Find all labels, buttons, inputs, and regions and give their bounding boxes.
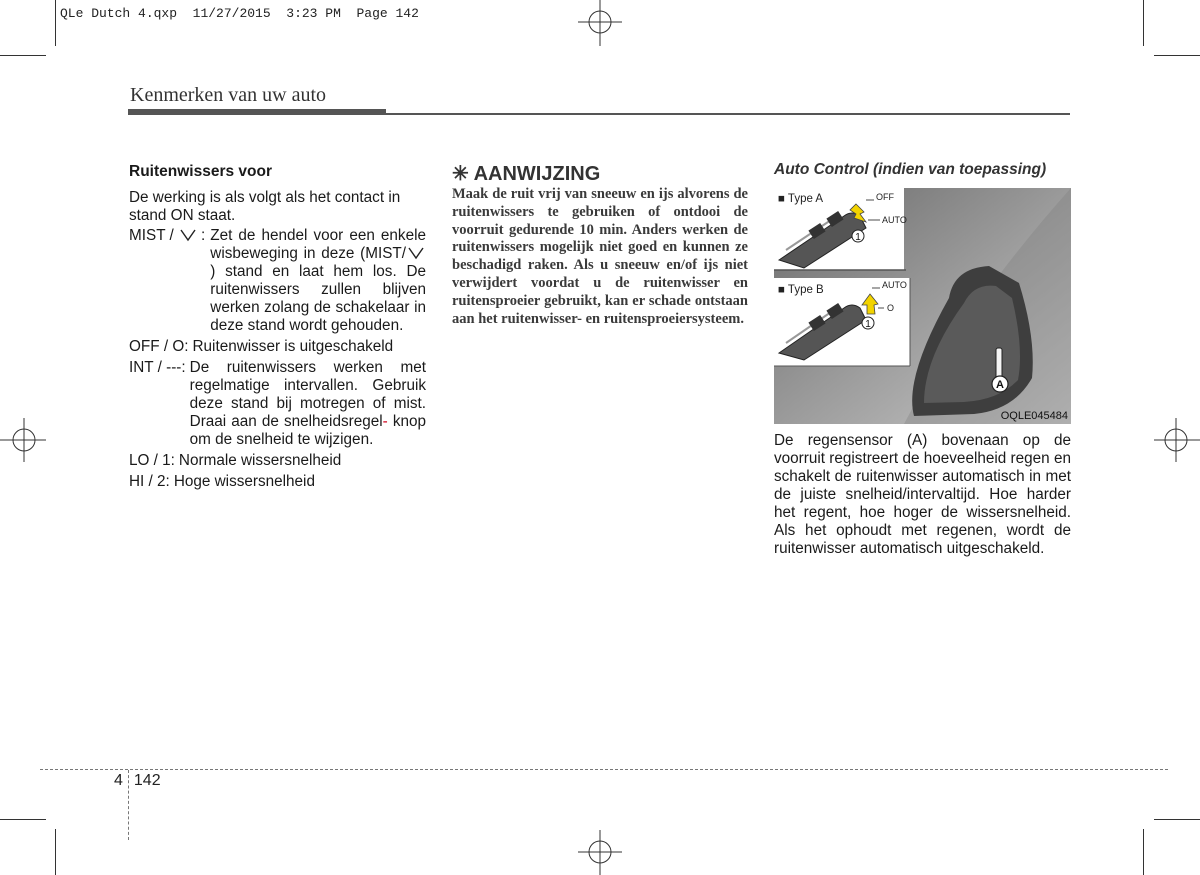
registration-mark-right — [1154, 410, 1200, 470]
crop-mark — [55, 0, 56, 46]
o-label-b: O — [887, 303, 895, 313]
crop-mark — [1143, 829, 1144, 875]
wiper-position-mist — [129, 227, 426, 335]
note-title — [452, 161, 600, 186]
page-number — [114, 772, 161, 790]
int-desc — [190, 359, 426, 449]
crop-mark — [55, 829, 56, 875]
off-label-a: OFF — [876, 192, 894, 202]
registration-mark-top — [570, 0, 630, 46]
mist-desc — [210, 227, 426, 335]
callout-1-b: 1 — [865, 319, 871, 330]
chapter-number: 4 — [114, 772, 123, 789]
wipers-heading: Ruitenwissers voor — [129, 163, 272, 180]
crop-mark — [0, 55, 46, 56]
crop-mark — [1154, 55, 1200, 56]
auto-label-a: AUTO — [882, 215, 907, 225]
page-number-value: 142 — [133, 772, 161, 789]
lo-desc: Normale wissersnelheid — [178, 452, 342, 469]
crop-mark — [0, 819, 46, 820]
lo-term: LO / 1: — [129, 452, 175, 469]
chevron-down-icon — [178, 228, 198, 242]
type-a-label: ■ Type A — [778, 193, 824, 205]
figure-code: OQLE045484 — [1000, 410, 1068, 422]
registration-mark-bottom — [570, 830, 630, 875]
slug-time: 3:23 PM — [286, 6, 341, 21]
wipers-intro: De werking is als volgt als het contact in stand ON staat. — [129, 189, 401, 224]
auto-label-b: AUTO — [882, 280, 907, 290]
asterisk-icon: ✳ — [452, 163, 469, 185]
int-desc-a: De ruitenwissers werken met regelmatige intervallen. Gebruik deze stand bij motregen of mist. Draai aan de snelheidsregel — [189, 359, 426, 430]
mist-desc-a: Zet de hendel voor een enkele wisbeweging in deze (MIST/ — [210, 227, 426, 262]
wipers-column — [129, 163, 426, 491]
type-b-label: ■ Type B — [778, 284, 824, 296]
figure-caption: Auto Control (indien van toepassing) — [774, 161, 1047, 178]
wiper-position-off — [129, 338, 426, 356]
rain-sensor-text: De regensensor (A) bovenaan op de voorruit registreert de hoeveelheid regen en schakelt de ruitenwisser automatisch in met de juiste snelheid/intervaltijd. Hoe harder het regent, hoe hoger de wissersnelheid. Als het ophoudt met regenen, wordt de ruitenwisser automatisch uitgeschakeld. — [774, 432, 1071, 557]
registration-mark-left — [0, 410, 46, 470]
int-hyphen: - — [382, 413, 388, 430]
hi-desc: Hoge wissersnelheid — [173, 473, 315, 490]
wiper-position-int — [129, 359, 426, 449]
print-slug — [60, 6, 419, 21]
note-title-text: AANWIJZING — [473, 163, 601, 185]
footer-dashed-rule — [40, 769, 1168, 770]
mist-desc-b: ) stand en laat hem los. De ruitenwissers zullen blijven werken zolang de schakelaar in deze stand wordt gehouden. — [210, 263, 426, 334]
section-title: Kenmerken van uw auto — [130, 84, 327, 106]
crop-mark — [1154, 819, 1200, 820]
off-term: OFF / O: — [129, 338, 189, 355]
mist-term: MIST / : — [129, 227, 206, 244]
wiper-illustration — [774, 188, 1071, 424]
slug-file: QLe Dutch 4.qxp — [60, 6, 178, 21]
crop-mark — [1143, 0, 1144, 46]
int-desc-b: knop om de snelheid te wijzigen. — [189, 413, 426, 448]
slug-page: Page 142 — [356, 6, 419, 21]
wiper-position-lo — [129, 452, 426, 470]
header-rule-thick — [128, 109, 386, 115]
chevron-down-icon — [406, 246, 426, 260]
wiper-position-hi — [129, 473, 426, 491]
callout-1-a: 1 — [855, 232, 861, 243]
slug-date: 11/27/2015 — [192, 6, 271, 21]
mist-term-text: MIST / — [129, 227, 179, 244]
wiper-positions-list — [129, 227, 426, 491]
header-rule-thin — [386, 113, 1070, 115]
off-desc: Ruitenwisser is uitgeschakeld — [192, 338, 394, 355]
int-term: INT / ---: — [129, 359, 186, 376]
auto-control-figure — [774, 188, 1071, 424]
note-body: Maak de ruit vrij van sneeuw en ijs alvorens de ruitenwissers te gebruiken of ontdooi de voorruit gedurende 10 min. Anders werken de ruitenwissers mogelijk niet goed en kunnen ze beschadigd raken. Als u sneeuw en/of ijs niet verwijdert voordat u de ruitenwisser en ruitensproeier gebruikt, kan er schade ontstaan aan het ruitenwisser- en ruitensproeiersysteem. — [452, 186, 748, 327]
callout-a: A — [996, 379, 1004, 391]
hi-term: HI / 2: — [129, 473, 170, 490]
